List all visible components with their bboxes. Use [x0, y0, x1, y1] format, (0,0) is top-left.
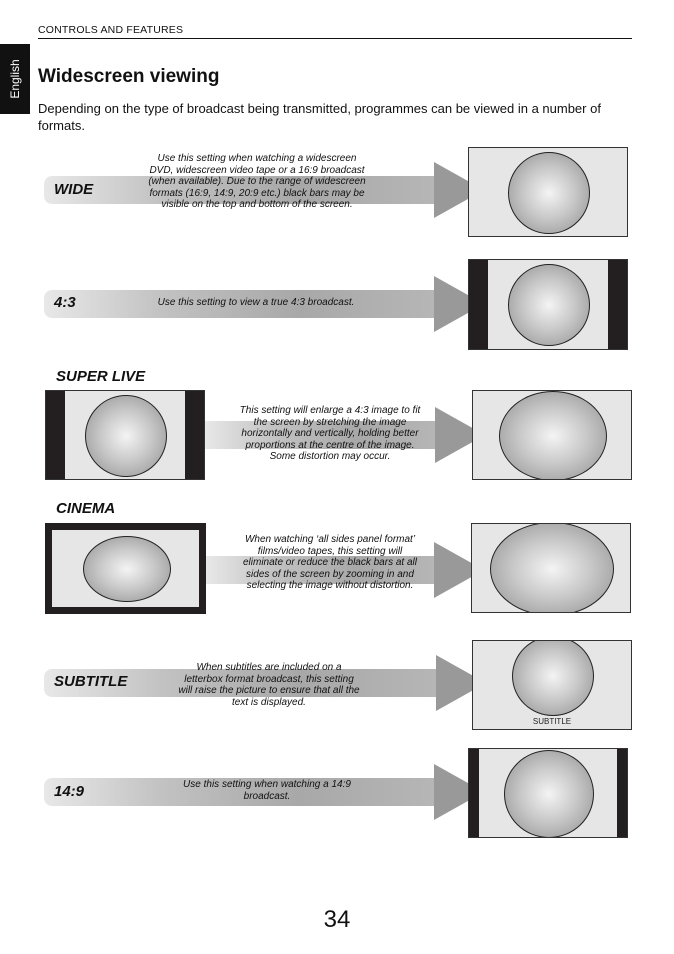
language-tab-label: English: [8, 59, 22, 99]
fourteen-nine-screen: [468, 748, 628, 838]
black-bar-left: [469, 749, 479, 837]
super-live-heading: SUPER LIVE: [56, 368, 146, 385]
wide-description: Use this setting when watching a widescreen DVD, widescreen video tape or a 16:9 broadcast (when available). Due to the range of widescreen formats (16:9, 14:9, 20:9 etc.) black bars may be visible on the top and bottom of the screen.: [148, 153, 366, 210]
super-live-description: This setting will enlarge a 4:3 image to fit the screen by stretching the image horizontally and vertically, holding better proportions at the centre of the image. Some distortion may occur.: [239, 405, 421, 462]
black-bar-right: [185, 391, 204, 479]
raised-picture: [512, 640, 594, 716]
subtitle-description: When subtitles are included on a letterbox format broadcast, this setting will raise the picture to ensure that all the text is displayed.: [178, 662, 360, 708]
picture-circle: [508, 264, 590, 346]
subtitle-label: SUBTITLE: [54, 673, 128, 690]
subtitle-caption: SUBTITLE: [532, 717, 572, 726]
wide-label: WIDE: [54, 181, 94, 198]
picture-circle: [504, 750, 594, 838]
four-three-screen: [468, 259, 628, 350]
black-bar-right: [617, 749, 627, 837]
stretched-picture: [499, 391, 607, 480]
fourteen-nine-label: 14:9: [54, 783, 85, 800]
section-header: CONTROLS AND FEATURES: [38, 24, 632, 39]
page-number: 34: [323, 906, 351, 933]
picture-circle: [85, 395, 167, 477]
four-three-description: Use this setting to view a true 4:3 broadcast.: [157, 297, 355, 308]
black-bar-right: [608, 260, 627, 349]
picture-ellipse: [83, 536, 171, 602]
language-tab: [0, 44, 30, 114]
intro-text: Depending on the type of broadcast being transmitted, programmes can be viewed in a number of formats.: [38, 101, 601, 133]
super-live-source-screen: [45, 390, 205, 480]
four-three-label: 4:3: [54, 294, 76, 311]
zoomed-picture: [490, 523, 614, 613]
black-bar-left: [469, 260, 488, 349]
wide-screen: [468, 147, 628, 237]
black-bar-left: [46, 391, 65, 479]
cinema-result-screen: [471, 523, 631, 613]
subtitle-screen: [472, 640, 632, 730]
cinema-source-screen: [45, 523, 206, 614]
super-live-result-screen: [472, 390, 632, 480]
page-title: Widescreen viewing: [38, 66, 220, 87]
picture-circle: [508, 152, 590, 234]
cinema-heading: CINEMA: [56, 500, 116, 517]
cinema-description: When watching ‘all sides panel format’ films/video tapes, this setting will eliminate or reduce the black bars at all sides of the screen by zooming in and selecting the image without distortion.: [243, 534, 417, 591]
fourteen-nine-description: Use this setting when watching a 14:9 broadcast.: [183, 779, 351, 802]
